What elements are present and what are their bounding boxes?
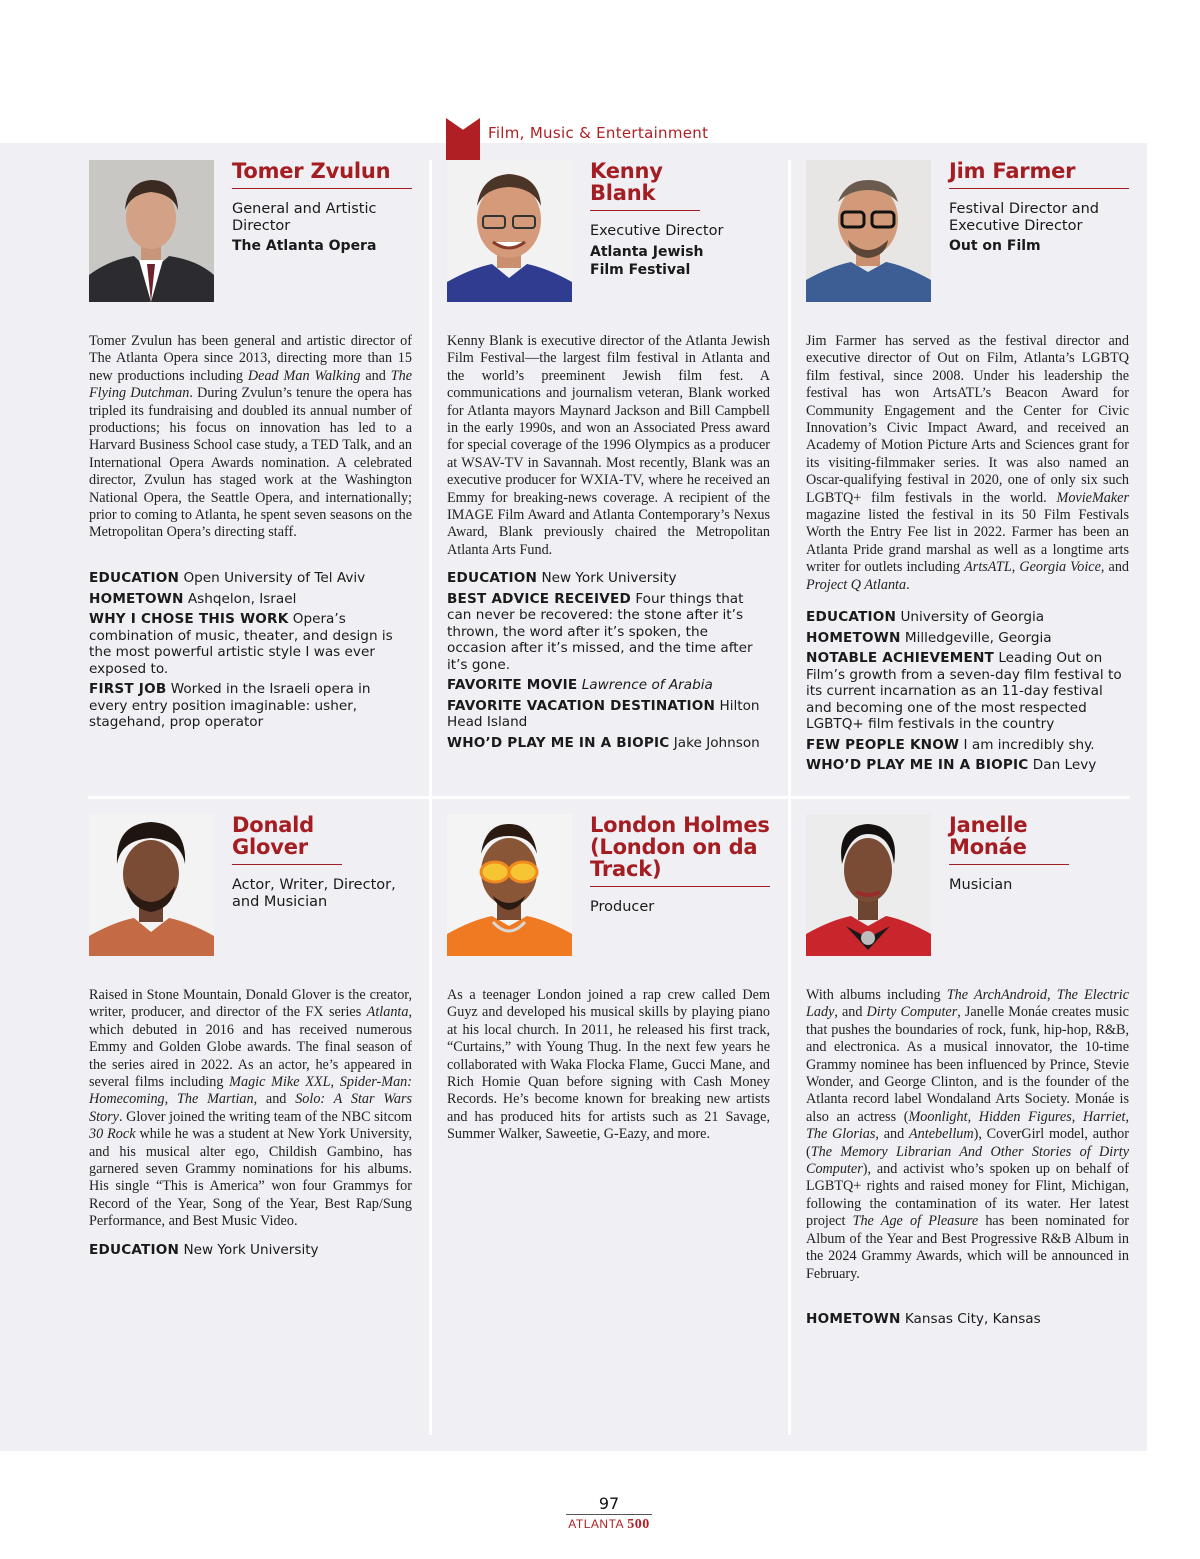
fact-value: Worked in the Israeli opera in every entry position imaginable: usher, stagehand, prop operator	[89, 681, 371, 730]
bio-title: Dead Man Walking	[247, 367, 361, 384]
bio-title: The ArchAndroid	[946, 987, 1047, 1003]
fact-value: Hilton Head Island	[447, 697, 760, 730]
bio-title: The Flying Dutchman	[89, 367, 412, 402]
bio-segment: Raised in Stone Mountain, Donald Glover is the creator, writer, producer, and director of the FX series	[89, 987, 412, 1021]
bio-text	[89, 987, 412, 1231]
portrait-illustration	[806, 160, 931, 302]
person-role: General and Artistic Director	[232, 201, 377, 234]
fact-item	[806, 757, 1129, 774]
bio-segment: Kenny Blank is executive director of the Atlanta Jewish Film Festival—the largest film festival in Atlanta and the world’s preeminent Jewish film fest. A communications and journalism veteran, Blank worked for Atlanta mayors Maynard Jackson and Bill Campbell in the early 1990s, and won an Associated Press award for special coverage of the 1996 Olympics as a producer at WSAV-TV in Savannah. Most recently, Blank was an executive producer for WXIA-TV, where he received an Emmy for breaking-news coverage. A recipient of the IMAGE Film Award and Atlanta Contemporary’s Nexus Award, Blank previously chaired the Metropolitan Atlanta Arts Fund.	[447, 333, 770, 558]
portrait-photo	[806, 814, 931, 956]
bio-title: Magic Mike XXL	[229, 1074, 331, 1091]
fact-label: WHO’D PLAY ME IN A BIOPIC	[806, 757, 1029, 773]
fact-item	[806, 650, 1129, 733]
bio-segment: ,	[967, 1108, 979, 1125]
fact-label: NOTABLE ACHIEVEMENT	[806, 650, 994, 666]
fact-label: EDUCATION	[89, 1242, 180, 1258]
person-role: Festival Director and Executive Director	[949, 201, 1099, 234]
portrait-illustration	[447, 814, 572, 956]
person-role: Executive Director	[590, 223, 724, 239]
bio-segment: . Glover joined the writing team of the NBC sitcom	[118, 1108, 412, 1125]
bio-text	[89, 333, 412, 542]
fact-label: FEW PEOPLE KNOW	[806, 736, 960, 753]
fact-item	[89, 591, 412, 608]
fact-value: I am incredibly shy.	[963, 736, 1095, 753]
fact-item	[89, 570, 412, 587]
person-organization: The Atlanta Opera	[232, 238, 377, 254]
bio-segment: , and	[1100, 559, 1130, 576]
bio-segment: ), and activist who’s spoken up on behalf of LGBTQ+ rights and raised money for Flint, Michigan, following the contamination of its water. Her latest project	[806, 1161, 1129, 1230]
bio-segment: and	[360, 367, 391, 384]
bio-segment: has been nominated for Album of the Year and Best Progressive R&B Album in the 2024 Grammy Awards, which will be announced in February.	[806, 1213, 1130, 1282]
fact-item	[89, 1242, 412, 1259]
bio-title: The Electric Lady	[806, 987, 1130, 1021]
fact-label: FAVORITE MOVIE	[447, 677, 578, 693]
publication-brand	[0, 1517, 1200, 1533]
fact-value: Four things that can never be recovered: the stone after it’s thrown, the word after it’s spoken, the occasion after it’s missed, and the time after it’s gone.	[447, 590, 753, 673]
bio-segment: As a teenager London joined a rap crew called Dem Guyz and developed his musical skills by playing piano at his local church. In 2011, he released his first track, “Curtains,” with Young Thug. In the next few years he collaborated with Waka Flocka Flame, Gucci Mane, and Rich Homie Quan before signing with Cash Money Records. He’s become known for breaking new artists and has produced hits for artists such as 21 Savage, Summer Walker, Saweetie, G-Eazy, and more.	[447, 987, 770, 1143]
fact-value: Dan Levy	[1032, 757, 1097, 773]
section-label: Film, Music & Entertainment	[488, 124, 709, 142]
fact-item	[806, 630, 1129, 647]
bio-segment: , and	[253, 1091, 296, 1108]
bio-segment: ,	[1071, 1108, 1083, 1125]
bio-segment: ), CoverGirl model, author (	[806, 1126, 1129, 1160]
bio-title: Solo: A Star Wars Story	[89, 1091, 412, 1125]
fact-item	[447, 698, 770, 731]
bio-title: Hidden Figures	[978, 1108, 1072, 1125]
fact-label: FAVORITE VACATION DESTINATION	[447, 697, 716, 714]
fact-item	[447, 570, 770, 587]
fact-label: HOMETOWN	[806, 629, 901, 646]
fact-item	[806, 737, 1129, 754]
person-name: London Holmes (London on da Track)	[590, 814, 770, 887]
fact-value: Kansas City, Kansas	[904, 1311, 1041, 1327]
portrait-photo	[447, 814, 572, 956]
fact-label: HOMETOWN	[806, 1311, 901, 1327]
bio-segment: ,	[1011, 559, 1020, 576]
bio-segment: Tomer Zvulun has been general and artistic director of The Atlanta Opera since 2013, directing more than 15 new productions including	[89, 333, 412, 384]
bio-segment: ,	[164, 1091, 177, 1108]
bio-title: Harriet	[1082, 1108, 1126, 1125]
facts-list	[447, 570, 770, 755]
fact-item	[447, 677, 770, 694]
portrait-illustration	[89, 814, 214, 956]
bio-text	[447, 333, 770, 559]
bio-segment: ,	[1125, 1108, 1130, 1125]
facts-list	[806, 609, 1129, 778]
facts-list	[89, 1242, 412, 1263]
fact-item	[806, 1311, 1129, 1328]
fact-value: Jake Johnson	[673, 734, 760, 751]
bio-title: The Glorias	[806, 1126, 876, 1143]
bio-segment: With albums including	[806, 987, 947, 1003]
person-role: Actor, Writer, Director, and Musician	[232, 877, 396, 910]
portrait-illustration	[806, 814, 931, 956]
section-tag	[446, 118, 708, 160]
bio-segment: while he was a student at New York University, and his musical alter ego, Childish Gambino, has garnered seven Grammy nominations for his albums. His single “This is America” won four Grammys for Record of the Year, Song of the Year, Best Rap/Sung Performance, and Best Music Video.	[89, 1126, 413, 1230]
fact-item	[447, 735, 770, 752]
fact-item	[806, 609, 1129, 626]
fact-label: EDUCATION	[806, 609, 897, 625]
bio-segment: magazine listed the festival in its 50 Film Festivals Worth the Entry Fee list in 2022. Farmer has been an Atlanta Pride grand marshal as well as a longtime arts writer for outlets including	[806, 507, 1129, 576]
fact-label: EDUCATION	[89, 570, 180, 586]
bio-segment: ,	[330, 1074, 340, 1091]
bio-title: ArtsATL	[964, 559, 1012, 576]
person-name: Tomer Zvulun	[232, 160, 412, 189]
bio-title: Georgia Voice	[1019, 559, 1101, 576]
bio-title: 30 Rock	[89, 1126, 136, 1143]
bio-title: The Memory Librarian And Other Stories of Dirty Computer	[806, 1143, 1129, 1178]
person-role: Producer	[590, 899, 655, 915]
person-organization: Out on Film	[949, 238, 1041, 254]
portrait-photo	[89, 160, 214, 302]
fact-value: Lawrence of Arabia	[581, 677, 713, 693]
page-number: 97	[598, 1494, 620, 1513]
bio-title: Antebellum	[909, 1126, 974, 1143]
footer-rule	[566, 1514, 652, 1515]
brand-number: 500	[627, 1517, 650, 1532]
page-footer	[0, 1494, 1200, 1533]
bio-title: Dirty Computer	[866, 1004, 958, 1021]
fact-item	[89, 681, 412, 731]
fact-label: HOMETOWN	[89, 590, 184, 607]
fact-value: Opera’s combination of music, theater, and design is the most powerful artistic style I was ever exposed to.	[89, 611, 393, 677]
bio-text	[447, 987, 770, 1144]
fact-value: New York University	[541, 570, 677, 586]
bookmark-icon	[446, 118, 480, 160]
person-role: Musician	[949, 877, 1013, 893]
row-divider	[88, 796, 1130, 799]
fact-label: BEST ADVICE RECEIVED	[447, 590, 631, 607]
portrait-photo	[447, 160, 572, 302]
fact-label: WHY I CHOSE THIS WORK	[89, 611, 289, 627]
bio-title: Moonlight	[908, 1108, 968, 1125]
bio-segment: Jim Farmer has served as the festival director and executive director of Out on Film, Atlanta’s LGBTQ film festival, since 2008. Under his leadership the festival has won ArtsATL’s Beacon Award for Community Engagement and the Center for Civic Innovation’s Civic Impact Award, and received an Academy of Motion Picture Arts and Sciences grant for its visiting-filmmaker series. It was also named an Oscar-qualifying festival in 2020, one of only six such LGBTQ+ film festivals in the world.	[806, 333, 1129, 506]
fact-label: FIRST JOB	[89, 681, 167, 697]
bio-segment: , which debuted in 2016 and has received numerous Emmy and Golden Globe awards. The final season of the series aired in 2022. As an actor, he’s appeared in several films including	[89, 1004, 412, 1091]
fact-item	[447, 591, 770, 674]
bio-text	[806, 987, 1129, 1283]
fact-item	[89, 611, 412, 677]
fact-value: Leading Out on Film’s growth from a seven-day film festival to its current incarnation as an 11-day festival and becoming one of the most respected LGBTQ+ film festivals in the country	[806, 650, 1122, 732]
bio-title: The Age of Pleasure	[852, 1213, 979, 1230]
bio-text	[806, 333, 1129, 594]
fact-value: New York University	[183, 1242, 319, 1258]
portrait-illustration	[447, 160, 572, 302]
person-organization: Atlanta Jewish Film Festival	[590, 243, 704, 278]
bio-title: Atlanta	[366, 1004, 409, 1021]
fact-value: Open University of Tel Aviv	[183, 570, 366, 586]
bio-segment: , and	[875, 1126, 909, 1143]
bio-segment: , Janelle Monáe creates music that pushes the boundaries of rock, funk, hip-hop, R&B, and electronica. As a musical innovator, the 10-time Grammy nominee has been influenced by Prince, Stevie Wonder, and George Clinton, and is the founder of the Atlanta record label Wondaland Arts Society. Monáe is also an actress (	[806, 1004, 1129, 1125]
facts-list	[89, 570, 412, 735]
fact-label: EDUCATION	[447, 570, 538, 586]
bio-segment: ,	[1047, 987, 1057, 1003]
portrait-photo	[806, 160, 931, 302]
brand-prefix: ATLANTA	[568, 1517, 624, 1531]
person-name: Donald Glover	[232, 814, 342, 865]
person-name: Jim Farmer	[949, 160, 1129, 189]
bio-title: The Martian	[177, 1091, 254, 1108]
bio-segment: . During Zvulun’s tenure the opera has tripled its fundraising and doubled its annual number of productions; his focus on innovation has led to a Harvard Business School case study, a TED Talk, and an International Opera Awards nomination. A celebrated director, Zvulun has staged work at the Washington National Opera, the Seattle Opera, and internationally; prior to coming to Atlanta, he spent seven seasons on the Metropolitan Opera’s directing staff.	[89, 385, 413, 541]
bio-segment: .	[906, 576, 910, 593]
bio-title: Spider-Man: Homecoming	[89, 1074, 412, 1108]
portrait-illustration	[89, 160, 214, 302]
portrait-photo	[89, 814, 214, 956]
fact-value: Milledgeville, Georgia	[904, 629, 1052, 646]
fact-label: WHO’D PLAY ME IN A BIOPIC	[447, 734, 670, 751]
person-name: Kenny Blank	[590, 160, 700, 211]
facts-list	[806, 1311, 1129, 1332]
fact-value: Ashqelon, Israel	[187, 590, 297, 607]
bio-title: MovieMaker	[1056, 489, 1129, 506]
bio-title: Project Q Atlanta	[806, 576, 907, 593]
bio-segment: , and	[834, 1004, 867, 1021]
person-name: Janelle Monáe	[949, 814, 1069, 865]
fact-value: University of Georgia	[900, 609, 1045, 625]
